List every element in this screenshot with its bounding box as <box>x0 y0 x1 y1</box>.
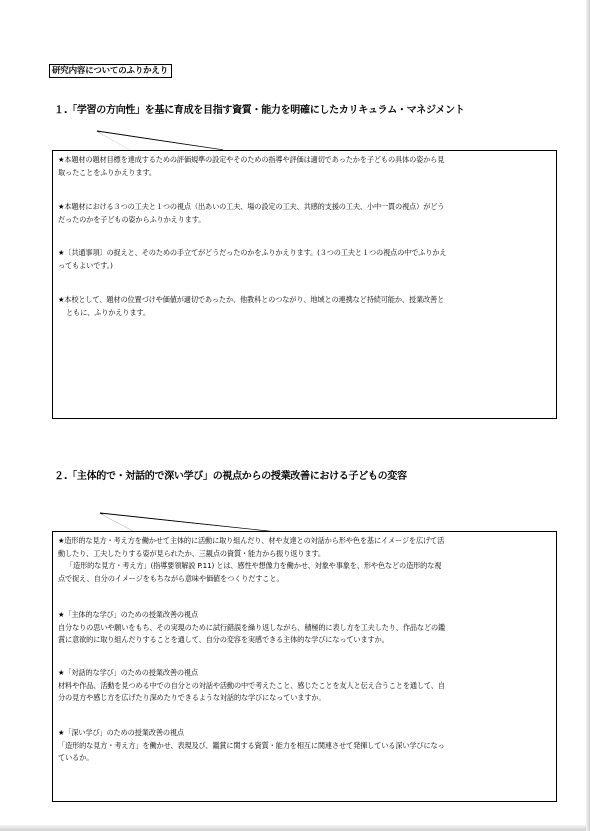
callout-pointer-1 <box>97 130 227 152</box>
reflection-item: ★本題材における３つの工夫と１つの視点（出あいの工夫、場の設定の工夫、共感的支援の工夫、小中一貫の視点）がどう だったのかを子どもの姿からふりかえります。 <box>58 202 445 224</box>
reflection-box-1 <box>52 150 557 419</box>
reflection-item: ★本校として、題材の位置づけや価値が適切であったか、他教科とのつながり、地域との連携など持続可能か、授業改善と ともに、ふりかえります。 <box>58 295 445 317</box>
page-bottom-edge <box>0 825 590 831</box>
reflection-item: ★「深い学び」のための授業改善の視点 「造形的な見方・考え方」を働かせ、表現及び、鑑賞に関する資質・能力を相互に関連させて発揮している深い学びになっ ているか。 <box>58 728 445 762</box>
section2-heading: ２.「主体的で・対話的で深い学び」の視点からの授業改善における子どもの変容 <box>54 471 407 482</box>
reflection-item: ★本題材の題材目標を達成するための評価規準の設定やそのための指導や評価は適切であったかを子どもの具体の姿から見 取ったことをふりかえります。 <box>58 155 445 177</box>
reflection-item: ★「対話的な学び」のための授業改善の視点 材料や作品、活動を見つめる中での自分との対話や活動の中で考えたこと、感じたことを友人と伝え合うことを通して、自 分の見方や感じ方を広げたり深めたりできるような対話的な学びになっていますか。 <box>58 668 445 702</box>
reflection-item: ★「主体的な学び」のための授業改善の視点 自分なりの思いや願いをもち、その実現のために試行錯誤を繰り返しながら、積極的に表し方を工夫したり、作品などの鑑 賞に意欲的に取り組んだりすることを通して、自分の変容を実感できる主体的な学びになっていますか。 <box>58 610 446 644</box>
reflection-item: ★造形的な見方・考え方を働かせて主体的に活動に取り組んだり、材や友達との対話から形や色を基にイメージを広げて活 動したり、工夫したりする姿が見られたか、三観点の資質・能力から振り返ります。 「造形的な見方・考え方」(指導要領解説 P.11) とは、感性や想像力を働かせ、対象や事象を、形や色などの造形的な視 点で捉え、自分のイメージをもちながら意味や価値をつくりだすこと。 <box>58 536 445 583</box>
page-right-edge <box>586 0 590 831</box>
reflection-box-2 <box>52 531 557 802</box>
section1-heading: １.「学習の方向性」を基に育成を目指す資質・能力を明確にしたカリキュラム・マネジメント <box>54 105 465 116</box>
reflection-item: ★〔共通事項〕の捉えと、そのための手立てがどうだったのかをふりかえります。(３つの工夫と１つの視点の中でふりかえ ってもよいです。) <box>58 248 447 270</box>
page-label: 研究内容についてのふりかえり <box>49 64 172 78</box>
